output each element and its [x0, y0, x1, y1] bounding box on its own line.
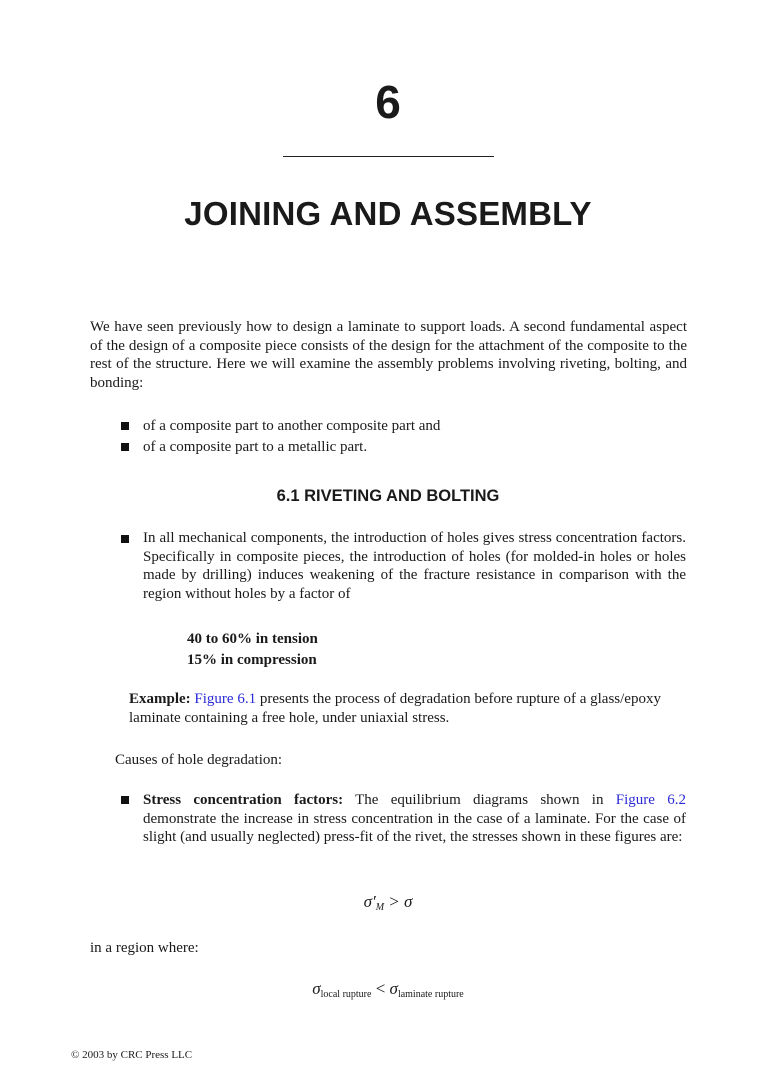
eq1-sub: M	[375, 902, 385, 913]
causes-heading: Causes of hole degradation:	[115, 752, 283, 768]
copyright-footer: © 2003 by CRC Press LLC	[71, 1049, 193, 1061]
bullet-square-icon	[121, 443, 129, 451]
compression-factor: 15% in compression	[187, 652, 317, 668]
holes-bullet-text: In all mechanical components, the introduction of holes gives stress concentration factors. Specifically in composite pieces, the introduction of holes (for molded-in holes or holes made by drilling) induces weakening of the fracture resistance in comparison with the region without holes by a factor of	[143, 530, 686, 602]
bullet-square-icon	[121, 422, 129, 430]
region-text: in a region where:	[90, 940, 199, 956]
chapter-title: JOINING AND ASSEMBLY	[184, 195, 592, 232]
figure-6-2-link[interactable]: Figure 6.2	[615, 792, 686, 808]
eq2-sigma2: σ	[389, 979, 398, 998]
section-heading: 6.1 RIVETING AND BOLTING	[276, 487, 500, 505]
intro-bullet: of a composite part to another composite part and	[143, 418, 441, 434]
bullet-square-icon	[121, 796, 129, 804]
chapter-number: 6	[375, 76, 401, 128]
eq1-lhs: σ′	[363, 892, 376, 911]
title-rule	[283, 156, 494, 157]
equation-2	[0, 979, 776, 1000]
stress-label: Stress concentration factors:	[143, 792, 344, 808]
stress-text-cont: demonstrate the increase in stress concentration in the case of a laminate. For the case of slight (and usually neglected) press-fit of the rivet, the stresses shown in these figures are:	[143, 810, 686, 845]
stress-bullet	[143, 791, 686, 847]
eq1-rel: > σ	[384, 892, 413, 911]
eq2-sub2: laminate rupture	[397, 989, 464, 1000]
equation-1	[0, 892, 776, 913]
example-paragraph	[129, 690, 669, 727]
tension-factor: 40 to 60% in tension	[187, 631, 318, 647]
bullet-square-icon	[121, 535, 129, 543]
example-text: presents the process of degradation before rupture of a glass/epoxy laminate containing a free hole, under uniaxial stress.	[129, 691, 661, 726]
intro-bullet: of a composite part to a metallic part.	[143, 439, 368, 455]
example-label: Example:	[129, 691, 191, 707]
eq2-rel: <	[371, 979, 390, 998]
stress-text: The equilibrium diagrams shown in	[343, 792, 616, 808]
intro-paragraph: We have seen previously how to design a laminate to support loads. A second fundamental aspect of the design of a composite piece consists of the design for the attachment of the composite to the rest of the structure. Here we will examine the assembly problems involving riveting, bolting, and bonding:	[90, 319, 687, 391]
eq2-sub1: local rupture	[320, 989, 372, 1000]
figure-6-1-link[interactable]: Figure 6.1	[194, 691, 257, 707]
eq2-sigma1: σ	[312, 979, 321, 998]
